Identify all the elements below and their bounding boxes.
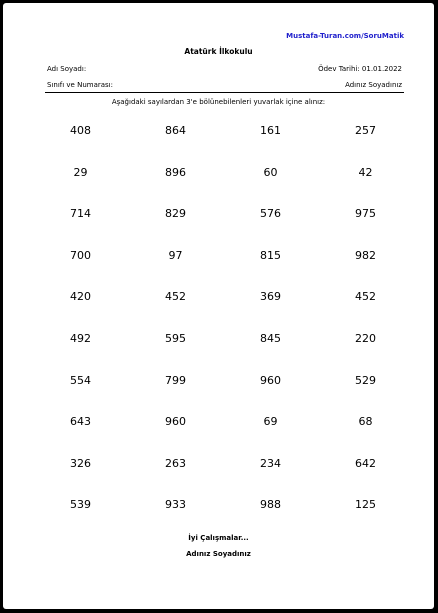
number-grid bbox=[33, 121, 413, 537]
worksheet-page bbox=[3, 3, 434, 609]
number-cell[interactable]: 896 bbox=[165, 165, 186, 179]
number-cell[interactable]: 263 bbox=[165, 456, 186, 470]
number-cell[interactable]: 933 bbox=[165, 498, 186, 512]
class-number-field: Sınıfı ve Numarası: bbox=[47, 81, 113, 89]
number-cell[interactable]: 975 bbox=[355, 207, 376, 221]
student-name-field: Adı Soyadı: bbox=[47, 65, 87, 73]
number-cell[interactable]: 554 bbox=[70, 373, 91, 387]
number-row bbox=[33, 246, 413, 288]
number-cell[interactable]: 97 bbox=[168, 248, 183, 262]
number-row bbox=[33, 204, 413, 246]
number-cell[interactable]: 326 bbox=[70, 456, 91, 470]
number-cell[interactable]: 982 bbox=[355, 248, 376, 262]
number-row bbox=[33, 329, 413, 371]
good-luck-text: İyi Çalışmalar... bbox=[188, 534, 249, 542]
number-cell[interactable]: 60 bbox=[263, 165, 278, 179]
number-cell[interactable]: 960 bbox=[260, 373, 281, 387]
number-cell[interactable]: 492 bbox=[70, 331, 91, 345]
number-row bbox=[33, 121, 413, 163]
number-cell[interactable]: 452 bbox=[165, 290, 186, 304]
teacher-name: Adınız Soyadınız bbox=[345, 81, 402, 89]
instruction-text: Aşağıdaki sayılardan 3'e bölünebilenleri yuvarlak içine alınız: bbox=[111, 98, 326, 106]
number-row bbox=[33, 495, 413, 537]
number-cell[interactable]: 257 bbox=[355, 124, 376, 137]
number-cell[interactable]: 234 bbox=[260, 456, 281, 470]
number-cell[interactable]: 161 bbox=[260, 124, 281, 137]
number-cell[interactable]: 700 bbox=[70, 248, 91, 262]
site-link[interactable]: Mustafa-Turan.com/SoruMatik bbox=[286, 32, 404, 40]
number-cell[interactable]: 125 bbox=[355, 498, 376, 512]
number-cell[interactable]: 452 bbox=[355, 290, 376, 304]
number-cell[interactable]: 42 bbox=[358, 165, 373, 179]
header-divider bbox=[45, 92, 404, 93]
number-row bbox=[33, 287, 413, 329]
number-cell[interactable]: 714 bbox=[70, 207, 91, 221]
number-cell[interactable]: 643 bbox=[70, 415, 91, 429]
number-cell[interactable]: 829 bbox=[165, 207, 186, 221]
number-cell[interactable]: 220 bbox=[355, 331, 376, 345]
footer-signature: Adınız Soyadınız bbox=[186, 550, 251, 558]
number-cell[interactable]: 539 bbox=[70, 498, 91, 512]
number-cell[interactable]: 845 bbox=[260, 331, 281, 345]
number-cell[interactable]: 420 bbox=[70, 290, 91, 304]
number-cell[interactable]: 988 bbox=[260, 498, 281, 512]
number-cell[interactable]: 864 bbox=[165, 124, 186, 137]
number-row bbox=[33, 371, 413, 413]
number-cell[interactable]: 69 bbox=[263, 415, 278, 429]
number-row bbox=[33, 454, 413, 496]
school-name: Atatürk İlkokulu bbox=[184, 47, 253, 56]
number-cell[interactable]: 960 bbox=[165, 415, 186, 429]
number-cell[interactable]: 68 bbox=[358, 415, 373, 429]
number-cell[interactable]: 799 bbox=[165, 373, 186, 387]
number-cell[interactable]: 576 bbox=[260, 207, 281, 221]
number-cell[interactable]: 408 bbox=[70, 124, 91, 137]
number-cell[interactable]: 815 bbox=[260, 248, 281, 262]
number-cell[interactable]: 529 bbox=[355, 373, 376, 387]
number-cell[interactable]: 595 bbox=[165, 331, 186, 345]
number-cell[interactable]: 369 bbox=[260, 290, 281, 304]
number-row bbox=[33, 163, 413, 205]
number-cell[interactable]: 642 bbox=[355, 456, 376, 470]
number-row bbox=[33, 412, 413, 454]
assignment-date: Ödev Tarihi: 01.01.2022 bbox=[318, 65, 402, 73]
number-cell[interactable]: 29 bbox=[73, 165, 88, 179]
